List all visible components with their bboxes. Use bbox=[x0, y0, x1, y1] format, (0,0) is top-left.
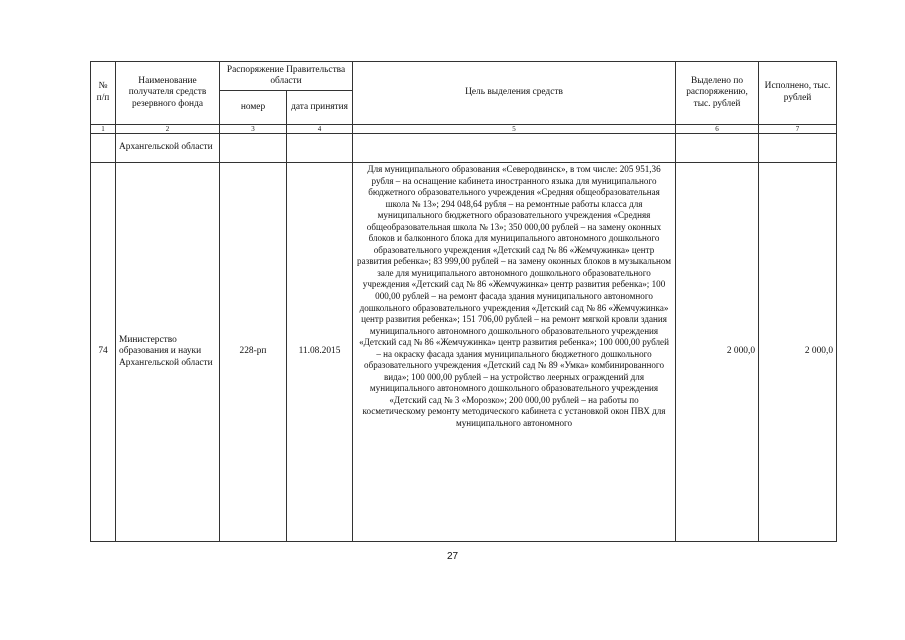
recipient-cell: Министерство образования и науки Архангельской области bbox=[116, 163, 220, 542]
header-num: № п/п bbox=[91, 62, 116, 125]
executed-cell: 2 000,0 bbox=[759, 163, 837, 542]
header-purpose: Цель выделения средств bbox=[353, 62, 676, 125]
column-number: 4 bbox=[287, 125, 353, 134]
allocated-cell: 2 000,0 bbox=[676, 163, 759, 542]
reserve-fund-table bbox=[90, 61, 837, 542]
column-number: 5 bbox=[353, 125, 676, 134]
order-date-cell: 11.08.2015 bbox=[287, 163, 353, 542]
order-number-cell: 228-рп bbox=[220, 163, 287, 542]
header-executed: Исполнено, тыс. рублей bbox=[759, 62, 837, 125]
column-number: 3 bbox=[220, 125, 287, 134]
column-number: 6 bbox=[676, 125, 759, 134]
row-number: 74 bbox=[91, 163, 116, 542]
recipient-cell: Архангельской области bbox=[116, 134, 220, 163]
column-number: 7 bbox=[759, 125, 837, 134]
page-number: 27 bbox=[446, 551, 459, 562]
header-allocated: Выделено по распоряжению, тыс. рублей bbox=[676, 62, 759, 125]
column-number-row bbox=[91, 125, 837, 134]
column-number: 1 bbox=[91, 125, 116, 134]
column-number: 2 bbox=[116, 125, 220, 134]
table-row bbox=[91, 163, 837, 542]
continuation-row bbox=[91, 134, 837, 163]
header-order-date: дата принятия bbox=[287, 91, 353, 125]
header-order-number: номер bbox=[220, 91, 287, 125]
header-recipient: Наименование получателя средств резервного фонда bbox=[116, 62, 220, 125]
header-order: Распоряжение Правительства области bbox=[220, 62, 353, 91]
purpose-cell: Для муниципального образования «Северодвинск», в том числе: 205 951,36 рубля – на оснащение кабинета иностранного языка для муниципального бюджетного образовательного учреждения «Средняя общеобразовательная школа № 13»; 294 048,64 рубля – на ремонтные работы класса для муниципального бюджетного образовательного учреждения «Средняя общеобразовательная школа № 13»; 350 000,00 рублей – на замену оконных блоков и балконного блока для муниципального автономного дошкольного образовательного учреждения «Детский сад № 86 «Жемчужинка» центр развития ребенка»; 83 999,00 рублей – на замену оконных блоков в музыкальном зале для муниципального автономного дошкольного образовательного учреждения «Детский сад № 86 «Жемчужинка» центр развития ребенка»; 100 000,00 рублей – на ремонт фасада здания муниципального автономного дошкольного образовательного учреждения «Детский сад № 86 «Жемчужинка» центр развития ребенка»; 151 706,00 рублей – на ремонт мягкой кровли здания муниципального автономного дошкольного образовательного учреждения «Детский сад № 86 «Жемчужинка» центр развития ребенка»; 100 000,00 рублей – на окраску фасада здания муниципального бюджетного дошкольного образовательного учреждения «Детский сад № 89 «Умка» комбинированного вида»; 100 000,00 рублей – на устройство леерных ограждений для муниципального автономного дошкольного образовательного учреждения «Детский сад № 3 «Морозко»; 200 000,00 рублей – на работы по косметическому ремонту методического кабинета с установкой окон ПВХ для муниципального автономного bbox=[353, 163, 676, 542]
header-row-1 bbox=[91, 62, 837, 91]
